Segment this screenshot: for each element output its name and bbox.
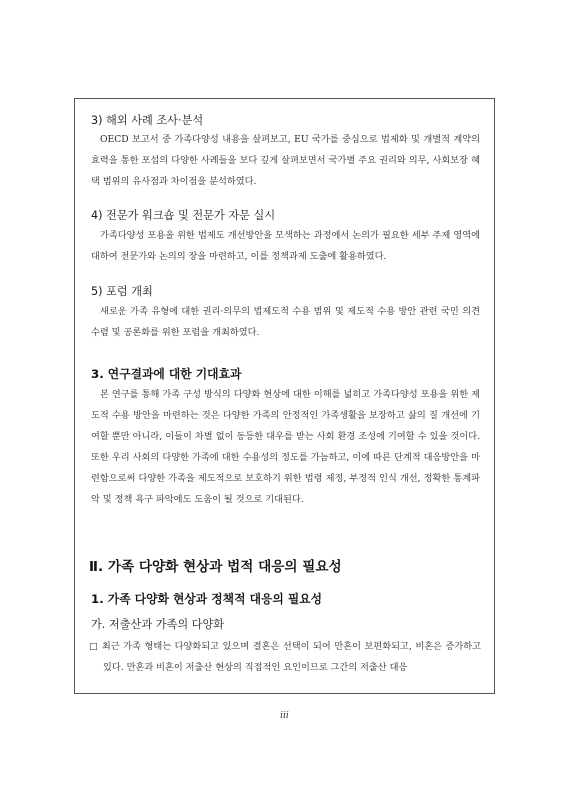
paragraph-expected-effects: 본 연구를 통해 가족 구성 방식의 다양화 현상에 대한 이해를 넓히고 가족다양성 포용을 위한 제도적 수용 방안을 마련하는 것은 다양한 가족의 안정적인 가족생활을 보장하고 삶의 질 개선에 기여할 뿐만 아니라, 이들이 차별 없이 동등한 대우를 받는 사회 환경 조성에 기여할 수 있을 것이다. 또한 우리 사회의 다양한 가족에 대한 수용성의 정도를 가늠하고, 이에 따른 단계적 대응방안을 마련함으로써 다양한 가족을 제도적으로 보호하기 위한 법령 제정, 부정적 인식 개선, 정확한 통계파악 및 정책 욕구 파악에도 도움이 될 것으로 기대된다. — [91, 389, 480, 505]
section-heading-expert-workshop: 4) 전문가 워크숍 및 전문가 자문 실시 — [91, 209, 276, 222]
paragraph-overseas-cases: OECD 보고서 중 가족다양성 내용을 살펴보고, EU 국가를 중심으로 법제화 및 개별적 계약의 효력을 통한 포섭의 다양한 사례들을 보다 깊게 살펴보면서 국가별 주요 권리와 의무, 사회보장 혜택 범위의 유사점과 차이점을 분석하였다. — [91, 134, 480, 187]
section-heading-forum: 5) 포럼 개최 — [91, 285, 153, 298]
subsection-heading-low-birth-rate: 가. 저출산과 가족의 다양화 — [91, 618, 225, 631]
bullet-item-text: 최근 가족 형태는 다양화되고 있으며 결혼은 선택이 되어 만혼이 보편화되고, 비혼은 증가하고 있다. 만혼과 비혼이 저출산 현상의 직접적인 요인이므로 그간의 저출산 대응 — [101, 641, 481, 673]
page-number: iii — [280, 711, 289, 721]
bullet-item-family-forms — [89, 636, 481, 678]
paragraph-forum: 새로운 가족 유형에 대한 권리·의무의 법제도적 수용 범위 및 제도적 수용 방안 관련 국민 의견수렴 및 공론화를 위한 포럼을 개최하였다. — [91, 306, 480, 338]
chapter-heading: Ⅱ. 가족 다양화 현상과 법적 대응의 필요성 — [89, 559, 342, 575]
bullet-square-icon: □ — [89, 641, 99, 652]
content-frame — [74, 98, 495, 694]
paragraph-expert-workshop: 가족다양성 포용을 위한 법제도 개선방안을 모색하는 과정에서 논의가 필요한 세부 주제 영역에 대하여 전문가와 논의의 장을 마련하고, 이를 정책과제 도출에 활용하였다. — [91, 230, 480, 262]
section-heading-family-diversification: 1. 가족 다양화 현상과 정책적 대응의 필요성 — [91, 592, 323, 606]
section-heading-expected-effects: 3. 연구결과에 대한 기대효과 — [91, 367, 242, 381]
section-heading-overseas-cases: 3) 해외 사례 조사·분석 — [91, 114, 204, 127]
